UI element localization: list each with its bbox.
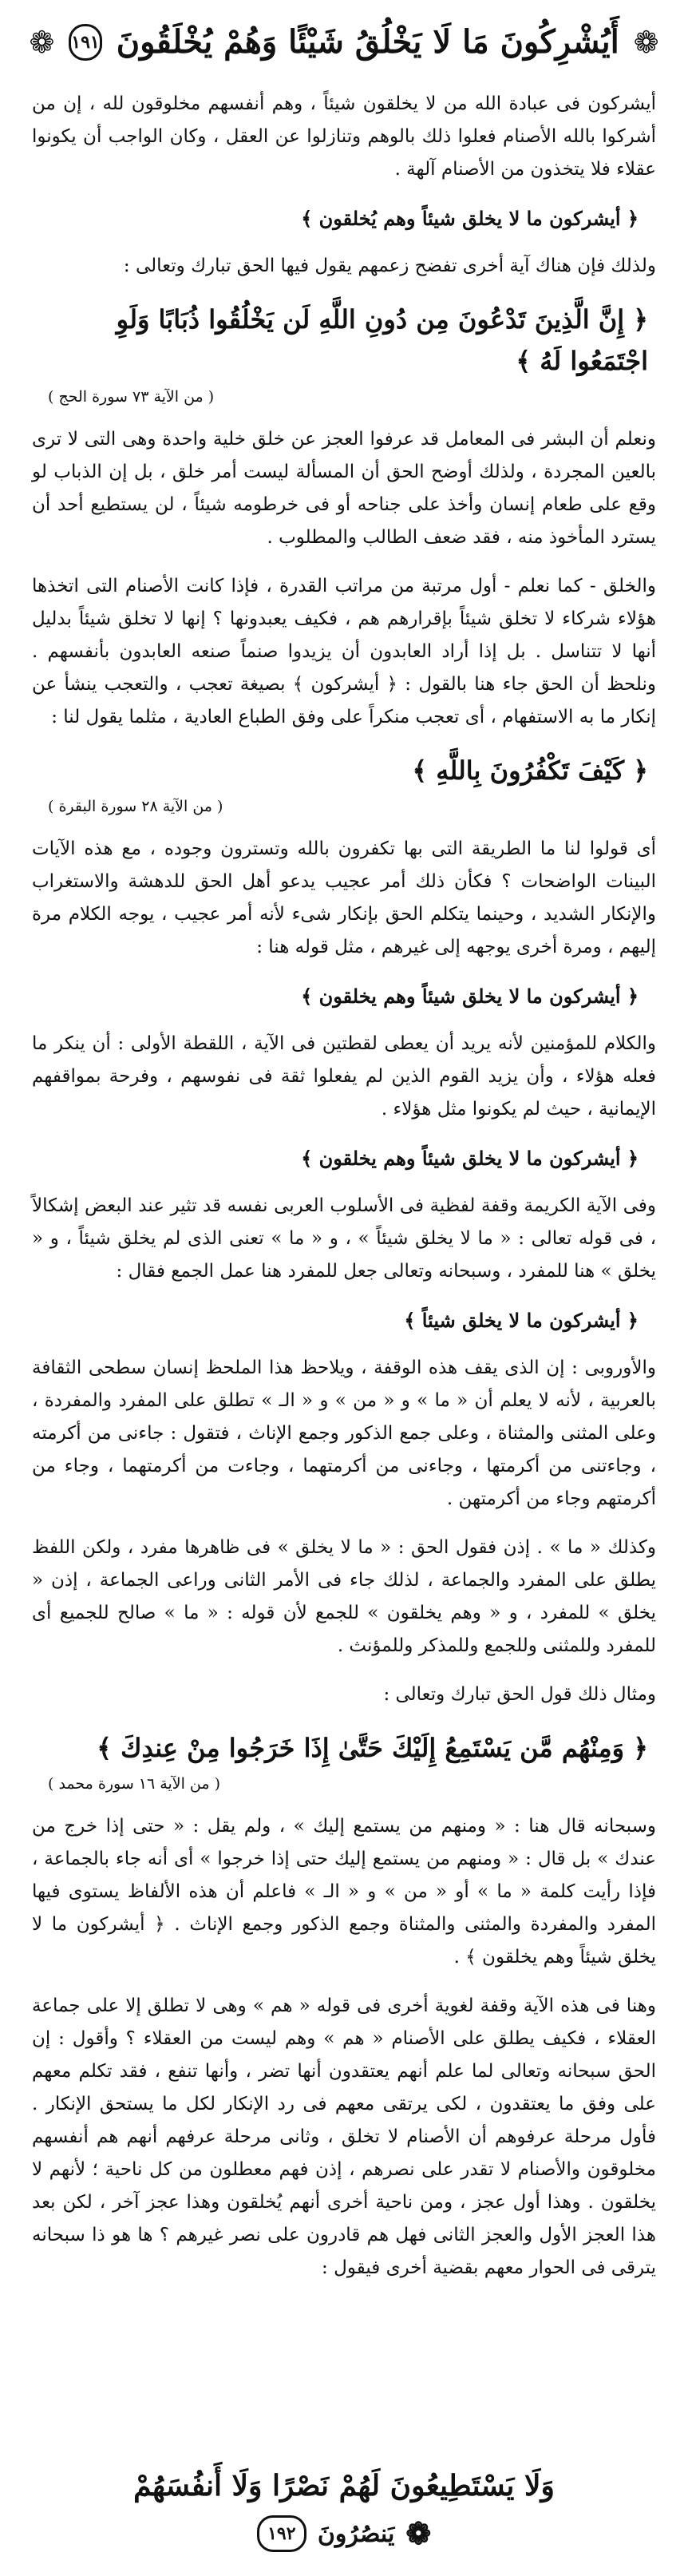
footer-ornament-icon: ❁ (405, 2515, 432, 2551)
paragraph: والأوروبى : إن الذى يقف هذه الوقفة ، ويلاحظ هذا الملحظ إنسان سطحى الثقافة بالعربية ، لأنه لا يعلم أن « ما » و « من » و « الـ » تطلق على المفرد والمفردة ، وعلى المثنى والمثناة ، وعلى جمع الذكور وجمع الإناث ، فتقول : جاءنى من أكرمته ، وجاءتنى من أكرمتها ، وجاءنى من أكرمتهما ، وجاءت من أكرمتهما ، وجاء من أكرمتهم وجاء من أكرمتهن . (32, 1357, 656, 1509)
ornament-left-icon: ❁ (29, 25, 55, 60)
paragraph: وفى الآية الكريمة وقفة لفظية فى الأسلوب العربى نفسه قد تثير عند البعض إشكالاً ، فى قوله تعالى : « ما لا يخلق شيئاً » ، و « ما » تعنى الذى لم يخلق شيئاً ، و « يخلق » هنا للمفرد ، وسبحانه وتعالى جعل للمفرد هنا عمل الجمع فقال : (32, 1195, 656, 1282)
paragraph: أيشركون فى عبادة الله من لا يخلقون شيئاً ، وهم أنفسهم مخلوقون لله ، إن من أشركوا بالله الأصنام فعلوا ذلك بالوهم وتنازلوا عن العقل ، وكان الواجب أن يكونوا عقلاء فلا يتخذون من الأصنام آلهة . (32, 93, 656, 180)
footer-verse-line2-wrap (48, 2515, 640, 2552)
paragraph: والخلق - كما نعلم - أول مرتبة من مراتب القدرة ، فإذا كانت الأصنام التى اتخذها هؤلاء شركاء لا تخلق شيئاً بإقرارهم هم ، فكيف يعبدونها ؟ إنها لا تخلق شيئاً بدليل أنها لا تتناسل . بل إذا أراد العابدون أن يزيدوا صنماً صنعه العابدون بأنفسهم . ونلحظ أن الحق جاء هنا بالقول : ﴿ أيشركون ﴾ بصيغة تعجب ، والتعجب ينشأ عن إنكار ما به الاستفهام ، أى تعجب منكراً على وفق الطباع العادية ، مثلما يقول لنا : (32, 576, 656, 727)
commentary-body (32, 88, 656, 2301)
paragraph: ومثال ذلك قول الحق تبارك وتعالى : (383, 1684, 656, 1705)
verse-reference: ( من الآية ١٦ سورة محمد ) (48, 1775, 220, 1793)
verse-quote: ﴿ أيشركون ما لا يخلق شيئاً وهم يخلقون ﴾ (301, 1147, 639, 1170)
paragraph: ونعلم أن البشر فى المعامل قد عرفوا العجز عن خلق خلية واحدة وهى التى لا ترى بالعين المجردة ، ولذلك أوضح الحق أن المسألة ليست أمر خلق ، بل إن الذباب لو وقع على طعام إنسان وأخذ على جناحه أو فى خرطومه شيئاً ، لن يستطيع أحد أن يسترد المأخوذ منه ، فقد ضعف الطالب والمطلوب . (32, 429, 656, 548)
ornament-right-icon: ❁ (633, 25, 659, 60)
ayah-number-badge: ١٩١ (69, 24, 101, 61)
verse-quote: ﴿ أيشركون ما لا يخلق شيئاً وهم يُخلقون ﴾ (301, 207, 639, 230)
quranic-verse: ﴿ وَمِنْهُم مَّن يَسْتَمِعُ إِلَيْكَ حَتَّىٰ إِذَا خَرَجُوا مِنْ عِندِكَ ﴾ (97, 1733, 648, 1763)
quranic-verse: ﴿ كَيْفَ تَكْفُرُونَ بِاللَّهِ ﴾ (412, 755, 648, 786)
verse-header (29, 14, 659, 70)
footer-verse-line1: وَلَا يَسْتَطِيعُونَ لَهُمْ نَصْرًا وَلَا أَنفُسَهُمْ (133, 2469, 555, 2503)
header-verse-text: أَيُشْرِكُونَ مَا لَا يَخْلُقُ شَيْئًا وَهُمْ يُخْلَقُونَ (116, 23, 619, 61)
quranic-verse: ﴿ إِنَّ الَّذِينَ تَدْعُونَ مِن دُونِ اللَّهِ لَن يَخْلُقُوا ذُبَابًا وَلَوِ اجْتَمَعُوا لَهُ ﴾ (116, 304, 648, 376)
paragraph: وهنا فى هذه الآية وقفة لغوية أخرى فى قوله « هم » وهى لا تطلق إلا على جماعة العقلاء ، فكيف يطلق على الأصنام « هم » وهم ليست من العقلاء ؟ وأقول : إن الحق سبحانه وتعالى لما علم أنهم يعتقدون أنها تضر ، وأنها تنفع ، فقد تكلم معهم على وفق ما يعتقدون ، لكى يرتقى معهم فى رد الإنكار لكل ما يستحق الإنكار . فأول مرحلة عرفوهم أن الأصنام لا تخلق ، وثانى مرحلة عرفهم أنهم هم أنفسهم مخلوقون والأصنام لا تقدر على نصرهم ، إذن فهم معطلون من كل ناحية ؛ لأنهم لا يخلقون . وهذا أول عجز ، ومن ناحية أخرى أنهم يُخلقون وهذا عجز آخر ، لكن بعد هذا العجز الأول والعجز الثانى فهل هم قادرون على نصر غيرهم ؟ ها هو ذا سبحانه يترقى فى الحوار معهم بقضية أخرى فيقول : (32, 1995, 656, 2278)
verse-reference: ( من الآية ٧٣ سورة الحج ) (48, 388, 215, 406)
verse-quote: ﴿ أيشركون ما لا يخلق شيئاً وهم يخلقون ﴾ (301, 985, 639, 1008)
footer-ayah-number-badge: ١٩٢ (257, 2515, 306, 2552)
paragraph: وكذلك « ما » . إذن فقول الحق : « ما لا يخلق » فى ظاهرها مفرد ، ولكن اللفظ يطلق على المفرد والجماعة ، لذلك جاء فى الأمر الثانى وراعى الجماعة ، إذن « يخلق » للمفرد ، و « وهم يخلقون » للجمع لأن قوله : « ما » صالح للجميع أى للمفرد وللمثنى وللجمع وللمذكر وللمؤنث . (32, 1537, 656, 1656)
paragraph: والكلام للمؤمنين لأنه يريد أن يعطى لقطتين فى الآية ، اللقطة الأولى : أن ينكر ما فعله هؤلاء ، وأن يزيد القوم الذين لم يفعلوا ثقة فى نفوسهم ، وفرحة بمواقفهم الإيمانية ، حيث لم يكونوا مثل هؤلاء . (32, 1033, 656, 1120)
paragraph: أى قولوا لنا ما الطريقة التى بها تكفرون بالله وتسترون وجوده ، مع هذه الآيات البينات الواضحات ؟ فكأن ذلك أمر عجيب يدعو أهل الحق للدهشة والاستغراب والإنكار الشديد ، وحينما يتكلم الحق بإنكار شىء لأنه أمر عجيب ، يوجه الكلام مرة إليهم ، ومرة أخرى يوجهه إلى غيرهم ، مثل قوله هنا : (32, 838, 656, 957)
paragraph: ولذلك فإن هناك آية أخرى تفضح زعمهم يقول فيها الحق تبارك وتعالى : (123, 256, 656, 276)
paragraph: وسبحانه قال هنا : « ومنهم من يستمع إليك » ، ولم يقل : « حتى إذا خرج من عندك » بل قال : « ومنهم من يستمع إليك حتى إذا خرجوا » أى أنه جاء بالجماعة ، فإذا رأيت كلمة « ما » أو « من » و « الـ » فاعلم أن هذه الألفاظ يستوى فيها المفرد والمفردة والمثنى والمثناة وجمع الذكور وجمع الإناث . ﴿ أيشركون ما لا يخلق شيئاً وهم يخلقون ﴾ . (32, 1816, 656, 1968)
verse-quote: ﴿ أيشركون ما لا يخلق شيئاً ﴾ (404, 1309, 639, 1332)
footer-verse-line2: يَنصُرُونَ (317, 2519, 395, 2548)
verse-reference: ( من الآية ٢٨ سورة البقرة ) (48, 798, 223, 815)
